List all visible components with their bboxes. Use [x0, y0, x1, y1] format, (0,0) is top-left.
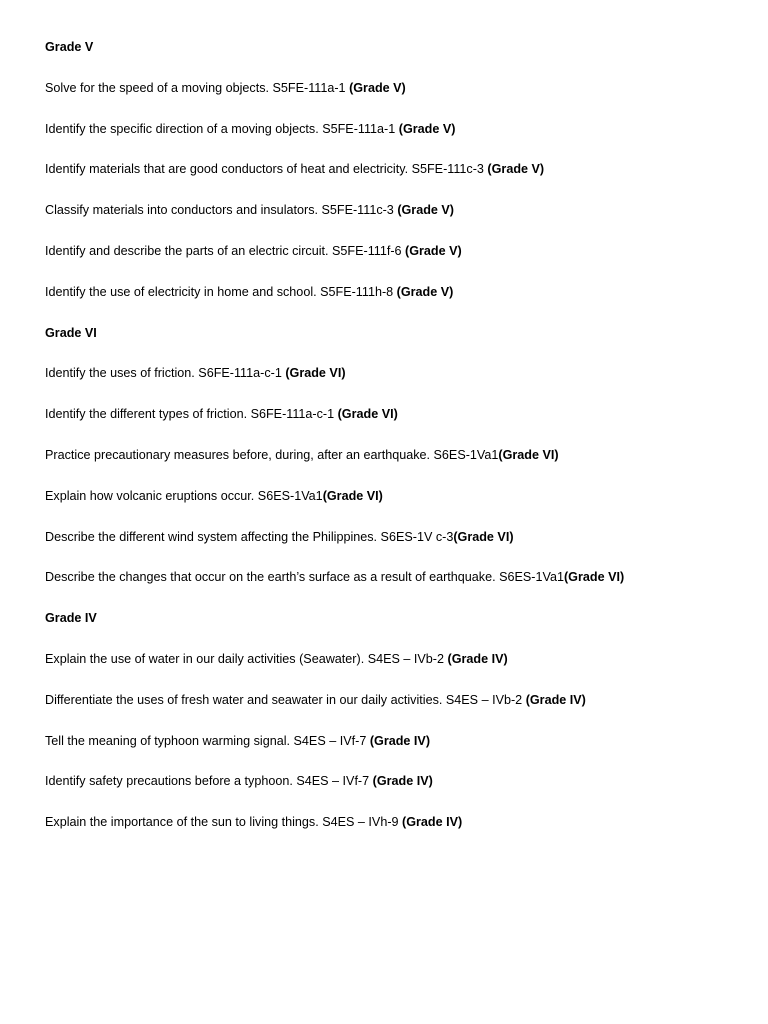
competency-text: Classify materials into conductors and insulators. S5FE-111c-3 [45, 203, 398, 218]
competency-item [45, 649, 745, 690]
heading-text: Grade IV [45, 611, 97, 626]
grade-tag: (Grade IV) [369, 733, 431, 748]
competency-item [45, 282, 745, 323]
grade-tag: (Grade V) [349, 80, 406, 95]
grade-tag: (Grade VI) [322, 488, 383, 503]
competency-item [45, 445, 745, 486]
competency-item [45, 690, 745, 731]
grade-tag: (Grade V) [487, 162, 545, 177]
competency-item [45, 404, 745, 445]
competency-item [45, 527, 745, 568]
section-heading-grade-v [45, 37, 745, 78]
competency-text: Describe the changes that occur on the earth’s surface as a result of earthquake. S6ES-1Va1 [45, 570, 564, 585]
competency-text: Explain the importance of the sun to living things. S4ES – IVh-9 [45, 815, 403, 830]
competency-item [45, 159, 745, 200]
grade-tag: (Grade VI) [285, 366, 346, 381]
competency-item [45, 731, 745, 772]
competency-text: Practice precautionary measures before, during, after an earthquake. S6ES-1Va1 [45, 447, 499, 462]
heading-text: Grade VI [45, 325, 97, 340]
competency-item [45, 119, 745, 160]
grade-tag: (Grade V) [398, 121, 456, 136]
competency-item [45, 486, 745, 527]
grade-tag: (Grade VI) [498, 447, 559, 462]
competency-item [45, 771, 745, 812]
competency-text: Identify the specific direction of a moving objects. S5FE-111a-1 [45, 121, 399, 136]
grade-tag: (Grade V) [396, 284, 454, 299]
grade-tag: (Grade IV) [372, 774, 433, 789]
grade-tag: (Grade VI) [337, 407, 398, 422]
competency-item [45, 78, 745, 119]
competency-text: Differentiate the uses of fresh water and seawater in our daily activities. S4ES – IVb-2 [45, 692, 526, 707]
grade-tag: (Grade V) [405, 243, 462, 258]
competency-item [45, 363, 745, 404]
competency-item [45, 812, 745, 853]
grade-tag: (Grade IV) [525, 692, 586, 707]
section-heading-grade-iv [45, 608, 745, 649]
competency-item [45, 200, 745, 241]
competency-text: Describe the different wind system affecting the Philippines. S6ES-1V c-3 [45, 529, 454, 544]
grade-tag: (Grade VI) [563, 570, 625, 585]
grade-tag: (Grade IV) [402, 815, 463, 830]
competency-text: Identify and describe the parts of an electric circuit. S5FE-111f-6 [45, 243, 406, 258]
competency-text: Explain the use of water in our daily activities (Seawater). S4ES – IVb-2 [45, 651, 448, 666]
competency-text: Identify the uses of friction. S6FE-111a-c-1 [45, 366, 286, 381]
heading-text: Grade V [45, 40, 94, 54]
competency-text: Tell the meaning of typhoon warming signal. S4ES – IVf-7 [45, 733, 370, 748]
competency-item [45, 567, 745, 608]
grade-tag: (Grade IV) [447, 651, 508, 666]
competency-item [45, 241, 745, 282]
competency-text: Explain how volcanic eruptions occur. S6ES-1Va1 [45, 488, 323, 503]
competency-text: Identify safety precautions before a typhoon. S4ES – IVf-7 [45, 774, 373, 789]
document-page [45, 37, 745, 853]
competency-text: Solve for the speed of a moving objects. S5FE-111a-1 [45, 80, 350, 95]
grade-tag: (Grade V) [397, 203, 454, 218]
competency-text: Identify the use of electricity in home and school. S5FE-111h-8 [45, 284, 397, 299]
competency-text: Identify the different types of friction. S6FE-111a-c-1 [45, 407, 338, 422]
competency-text: Identify materials that are good conductors of heat and electricity. S5FE-111c-3 [45, 162, 488, 177]
grade-tag: (Grade VI) [453, 529, 514, 544]
section-heading-grade-vi [45, 323, 745, 364]
